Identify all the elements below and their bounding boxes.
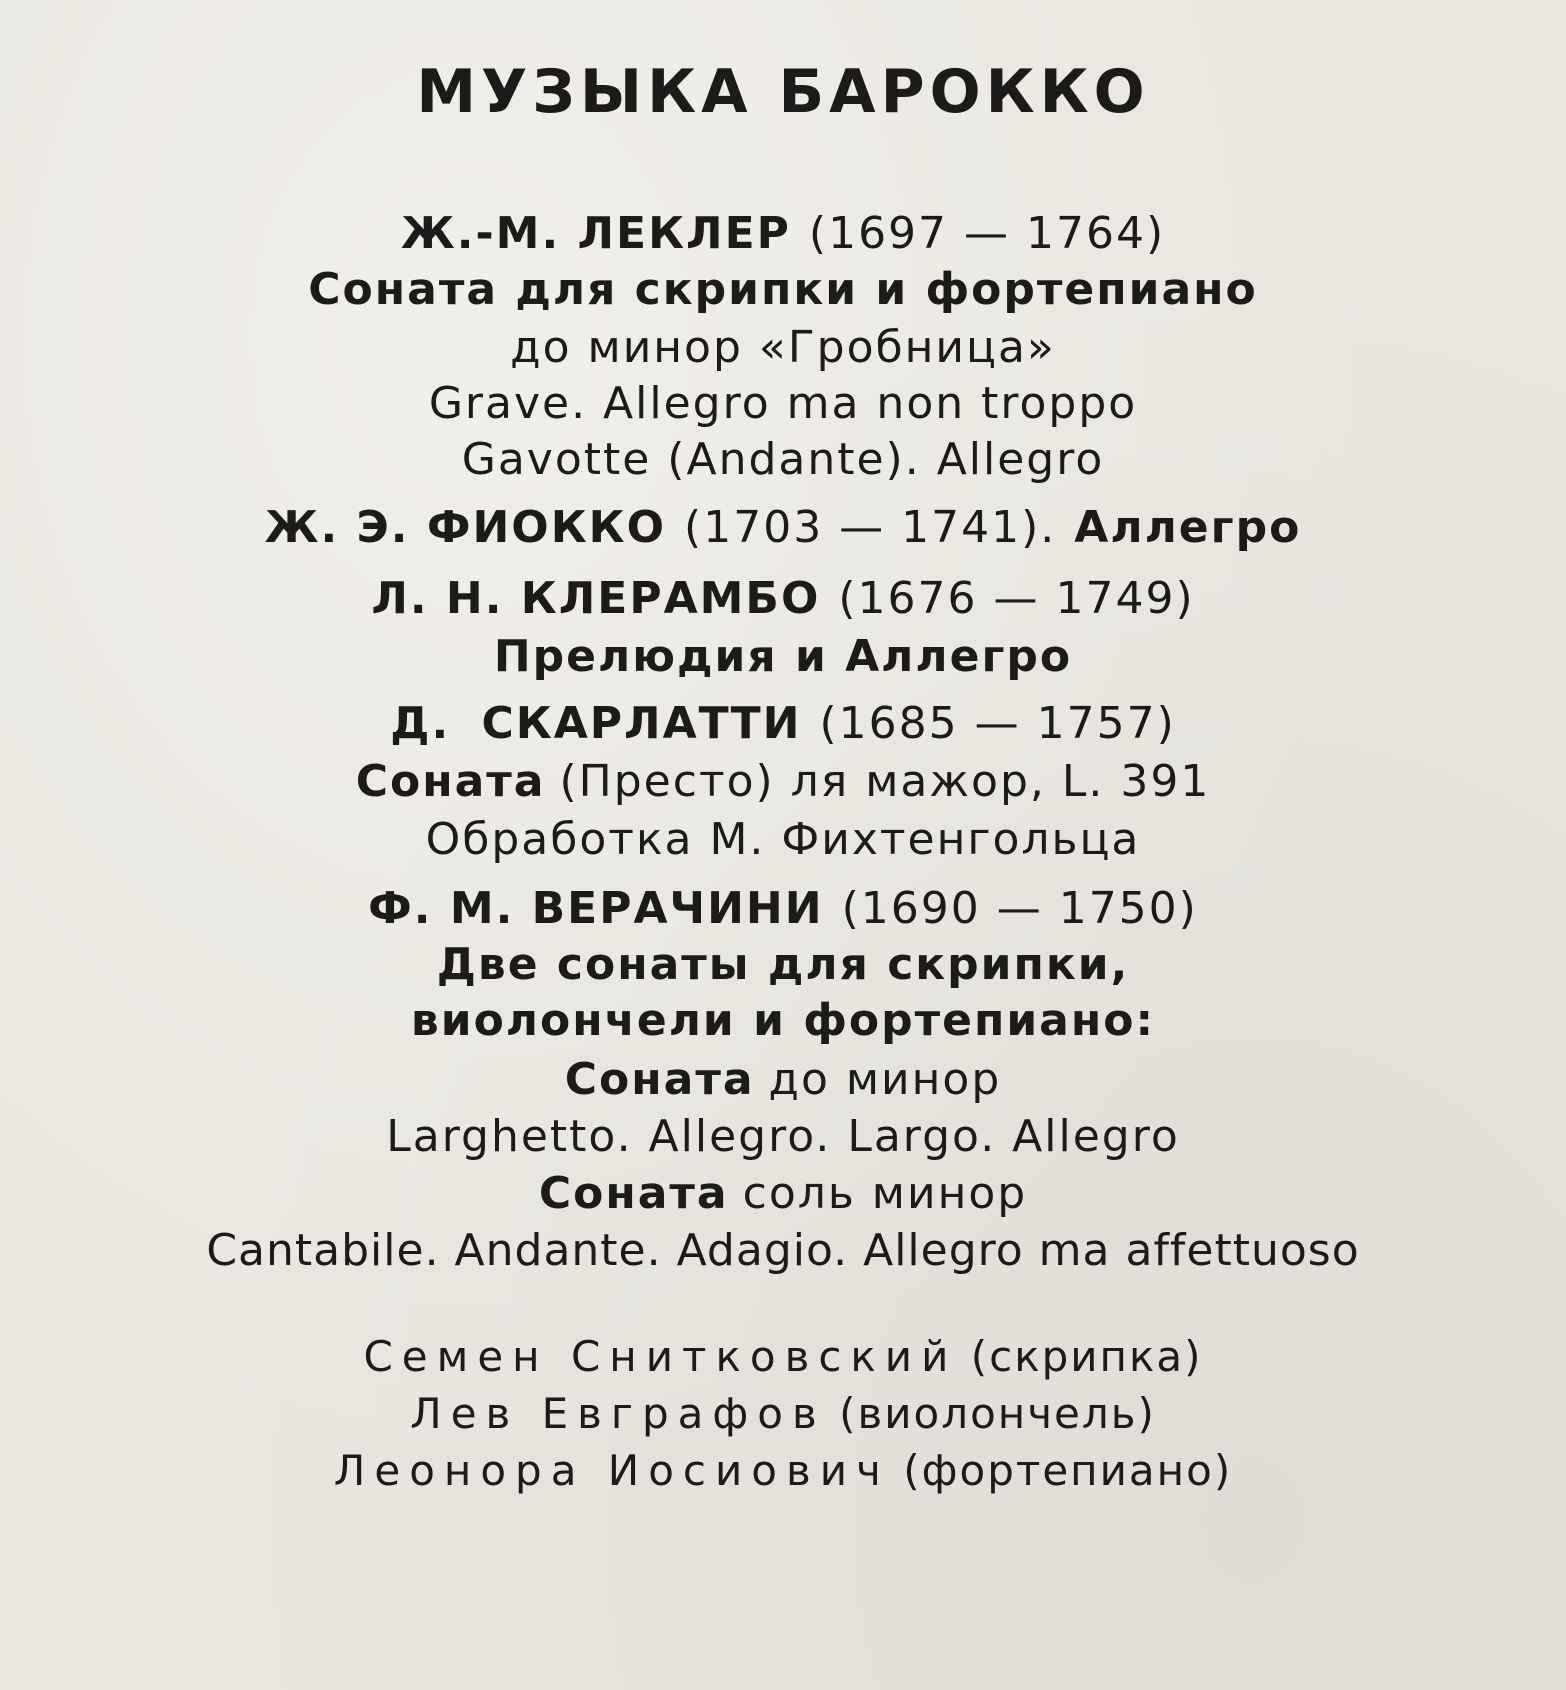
- movements: Larghetto. Allegro. Largo. Allegro: [386, 1111, 1180, 1162]
- work-title: Соната для скрипки и фортепиано: [308, 264, 1258, 315]
- sonata-label: Соната: [564, 1054, 755, 1105]
- sonata-label: Соната: [538, 1168, 729, 1219]
- work-key: до минор «Гробница»: [510, 322, 1056, 373]
- work-title: виолончели и фортепиано:: [410, 995, 1156, 1046]
- composer-name: Л. Н. КЛЕРАМБО: [371, 573, 821, 624]
- sonata-1-heading: [0, 1054, 1566, 1105]
- work-title: Аллегро: [1074, 502, 1302, 553]
- performer: [0, 1332, 1566, 1381]
- performer: [0, 1446, 1566, 1495]
- performer-name: Леонора Иосиович: [333, 1446, 890, 1495]
- arrangement-credit: Обработка М. Фихтенгольца: [425, 814, 1141, 865]
- sonata-key: соль минор: [742, 1168, 1028, 1219]
- work-details: (Престо) ля мажор, L. 391: [559, 756, 1211, 807]
- performer-instrument: (виолончель): [839, 1389, 1156, 1438]
- veracini-header: [0, 883, 1566, 934]
- leclair-header: [0, 208, 1566, 259]
- performer-name: Семен Снитковский: [363, 1332, 958, 1381]
- album-title: МУЗЫКА БАРОККО: [416, 57, 1150, 127]
- performer-name: Лев Евграфов: [410, 1389, 826, 1438]
- composer-years: (1697 — 1764): [808, 208, 1166, 259]
- work-title: Две сонаты для скрипки,: [436, 939, 1130, 990]
- work-title: Прелюдия и Аллегро: [493, 631, 1073, 682]
- scarlatti-header: [0, 698, 1566, 749]
- performer-instrument: (скрипка): [970, 1332, 1203, 1381]
- fiocco-header: [0, 502, 1566, 553]
- composer-years: (1685 — 1757): [819, 698, 1176, 749]
- sonata-key: до минор: [768, 1054, 1002, 1105]
- movements: Gavotte (Andante). Allegro: [461, 434, 1105, 485]
- composer-name: Ж. Э. ФИОККО: [264, 502, 667, 553]
- composer-name: Ж.-М. ЛЕКЛЕР: [400, 208, 791, 259]
- composer-name: Ф. М. ВЕРАЧИНИ: [368, 883, 824, 934]
- movements: Cantabile. Andante. Adagio. Allegro ma affettuoso: [206, 1225, 1360, 1276]
- sonata-2-heading: [0, 1168, 1566, 1219]
- work-title: Соната: [355, 756, 546, 807]
- performer: [0, 1389, 1566, 1438]
- composer-years: (1690 — 1750): [841, 883, 1198, 934]
- clerambault-header: [0, 573, 1566, 624]
- movements: Grave. Allegro ma non troppo: [428, 378, 1138, 429]
- composer-years: (1676 — 1749): [838, 573, 1195, 624]
- composer-name: Д. СКАРЛАТТИ: [390, 698, 802, 749]
- performer-instrument: (фортепиано): [903, 1446, 1233, 1495]
- composer-years: (1703 — 1741).: [684, 502, 1057, 553]
- scarlatti-work: [0, 756, 1566, 807]
